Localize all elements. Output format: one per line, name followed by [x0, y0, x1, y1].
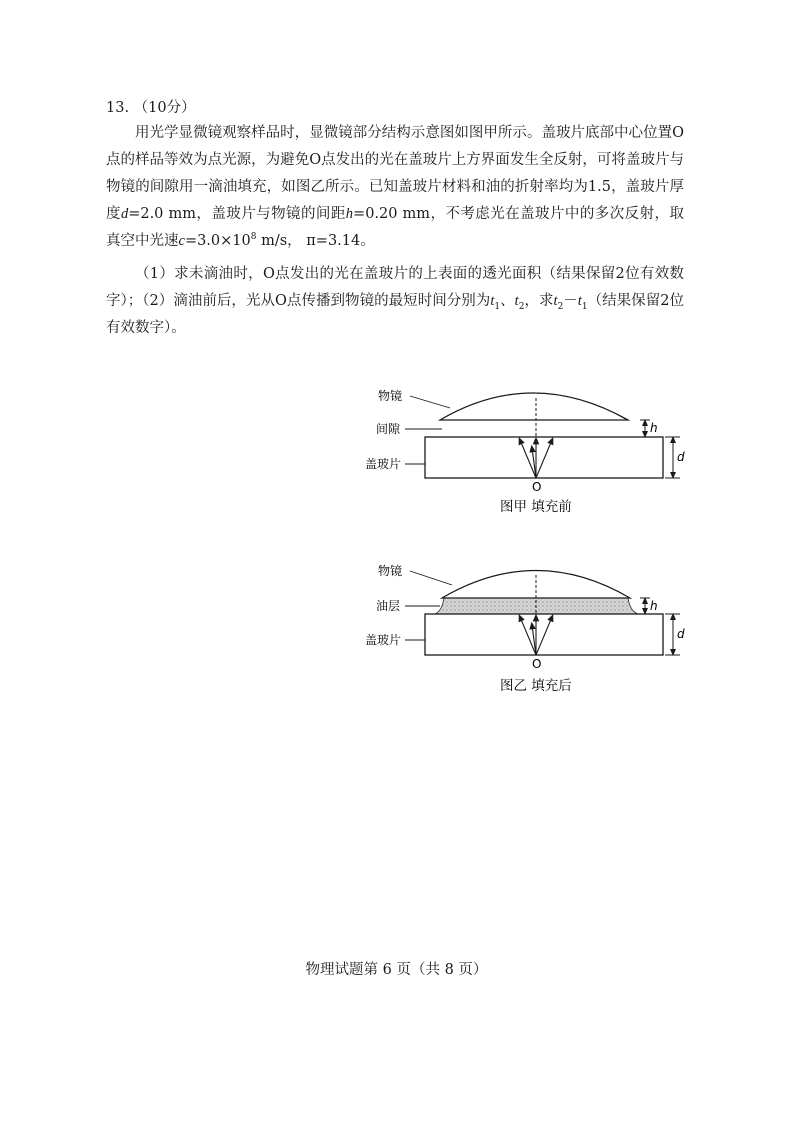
cover-slip-label: 盖玻片: [365, 457, 402, 471]
question-header: [106, 96, 196, 117]
point-o-label: O: [532, 657, 542, 671]
cover-slip-shape: [425, 437, 663, 478]
figure-b-diagram: [350, 553, 700, 723]
objective-lens-label: 物镜: [378, 389, 403, 403]
gap-label: 间隙: [376, 422, 401, 436]
figure-a-caption: 图甲 填充前: [500, 499, 572, 515]
d-label: d: [677, 627, 685, 641]
objective-lens-label: 物镜: [378, 564, 403, 578]
question-part-2: （2）滴油前后，光从O点传播到物镜的最短时间分别为$t_1$、$t_2$，求$t_2-t_1$（结果保留2位有效数字）。: [106, 293, 684, 336]
oil-layer-label: 油层: [376, 599, 401, 613]
h-dimension: [640, 420, 650, 435]
h-dimension: [640, 598, 650, 612]
objective-lens-shape: [442, 571, 630, 599]
figure-a: [350, 378, 700, 548]
figure-a-diagram: [350, 378, 700, 548]
question-intro: 用光学显微镜观察样品时，显微镜部分结构示意图如图甲所示。盖玻片底部中心位置O点的样品等效为点光源，为避免O点发出的光在盖玻片上方界面发生全反射，可将盖玻片与物镜的间隙用一滴油填充，如图乙所示。已知盖玻片材料和油的折射率均为1.5，盖玻片厚度d=2.0 mm，盖玻片与物镜的间距h=0.20 mm，不考虑光在盖玻片中的多次反射，取真空中光速$c=3.0\times 10^8$ m/s， π=3.14。: [106, 125, 684, 249]
figure-b-caption: 图乙 填充后: [500, 678, 572, 694]
d-label: d: [677, 450, 685, 464]
question-part-1: （1）求未滴油时，O点发出的光在盖玻片的上表面的透光面积（结果保留2位有效数字）；: [106, 266, 684, 309]
objective-lens-shape: [440, 393, 628, 420]
point-o-label: O: [532, 480, 542, 494]
figure-b: [350, 553, 700, 723]
h-label: h: [650, 421, 658, 435]
cover-slip-label: 盖玻片: [365, 633, 402, 647]
h-label: h: [650, 599, 658, 613]
page-footer: 物理试题第 6 页（共 8 页）: [305, 962, 488, 978]
cover-slip-shape: [425, 614, 663, 655]
question-number: 13.: [106, 100, 130, 116]
question-score: （10分）: [133, 100, 196, 116]
